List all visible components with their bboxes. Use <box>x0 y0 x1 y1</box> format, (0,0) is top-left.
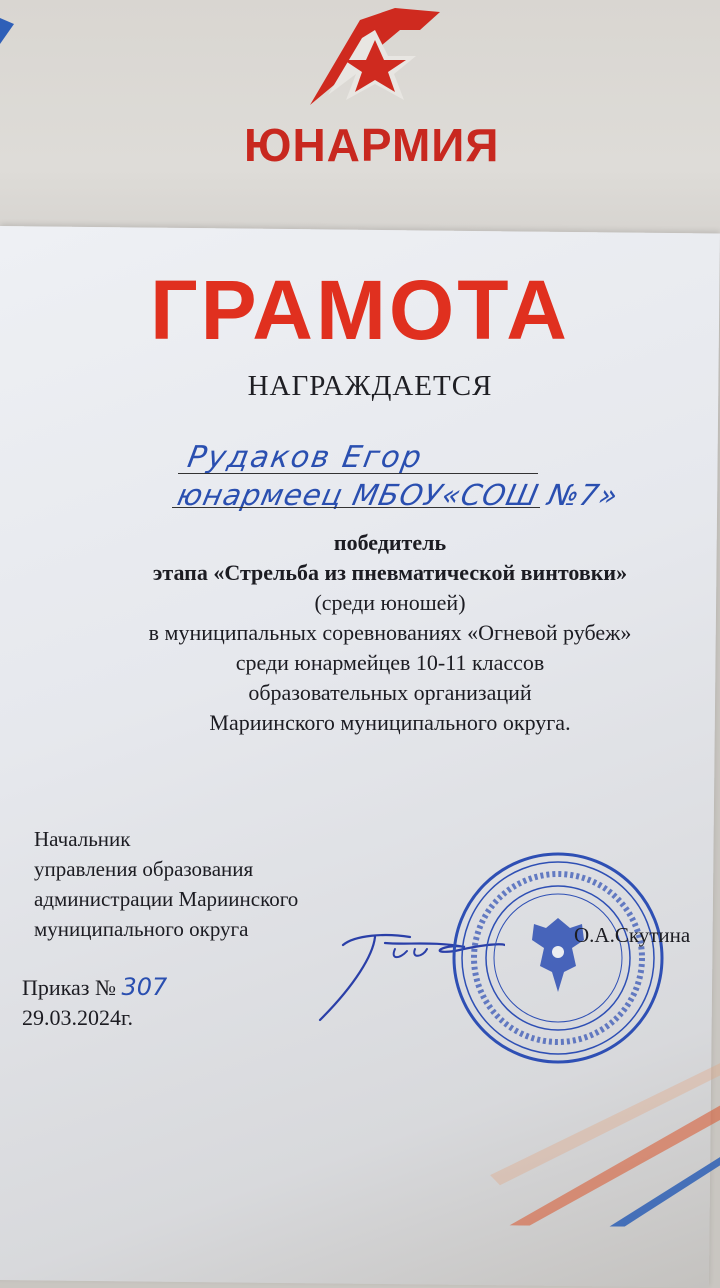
signer-line: муниципального округа <box>34 917 249 941</box>
award-line: этапа «Стрельба из пневматической винтовки» <box>152 560 628 585</box>
order-line <box>22 972 167 1003</box>
recipient-name: Рудаков Егор <box>184 440 426 475</box>
signer-line: Начальник <box>34 827 131 851</box>
order-number: 307 <box>121 973 168 1001</box>
signer-line: управления образования <box>34 857 254 881</box>
corner-decoration <box>0 18 14 44</box>
order-label: Приказ № <box>22 975 116 1000</box>
award-description <box>60 528 720 738</box>
award-line: среди юнармейцев 10-11 классов <box>235 650 545 675</box>
award-line: (среди юношей) <box>314 590 466 615</box>
certificate-title: ГРАМОТА <box>150 263 570 357</box>
order-reference <box>22 972 167 1033</box>
award-line: образовательных организаций <box>248 680 532 705</box>
recipient-school: юнармеец МБОУ«СОШ №7» <box>174 478 622 512</box>
school-underline <box>172 507 540 508</box>
signer-line: администрации Мариинского <box>34 887 299 911</box>
awarded-heading: НАГРАЖДАЕТСЯ <box>247 370 493 402</box>
award-line: победитель <box>333 530 447 555</box>
name-underline <box>178 473 538 474</box>
award-line: в муниципальных соревнованиях «Огневой рубеж» <box>148 620 632 645</box>
signer-title <box>34 824 298 944</box>
yunarmiya-star-logo <box>300 0 450 112</box>
order-date: 29.03.2024г. <box>22 1005 134 1030</box>
signer-name: О.А.Скутина <box>574 923 691 947</box>
official-stamp <box>448 848 668 1068</box>
award-line: Мариинского муниципального округа. <box>209 710 571 735</box>
brand-wordmark: ЮНАРМИЯ <box>244 119 500 171</box>
